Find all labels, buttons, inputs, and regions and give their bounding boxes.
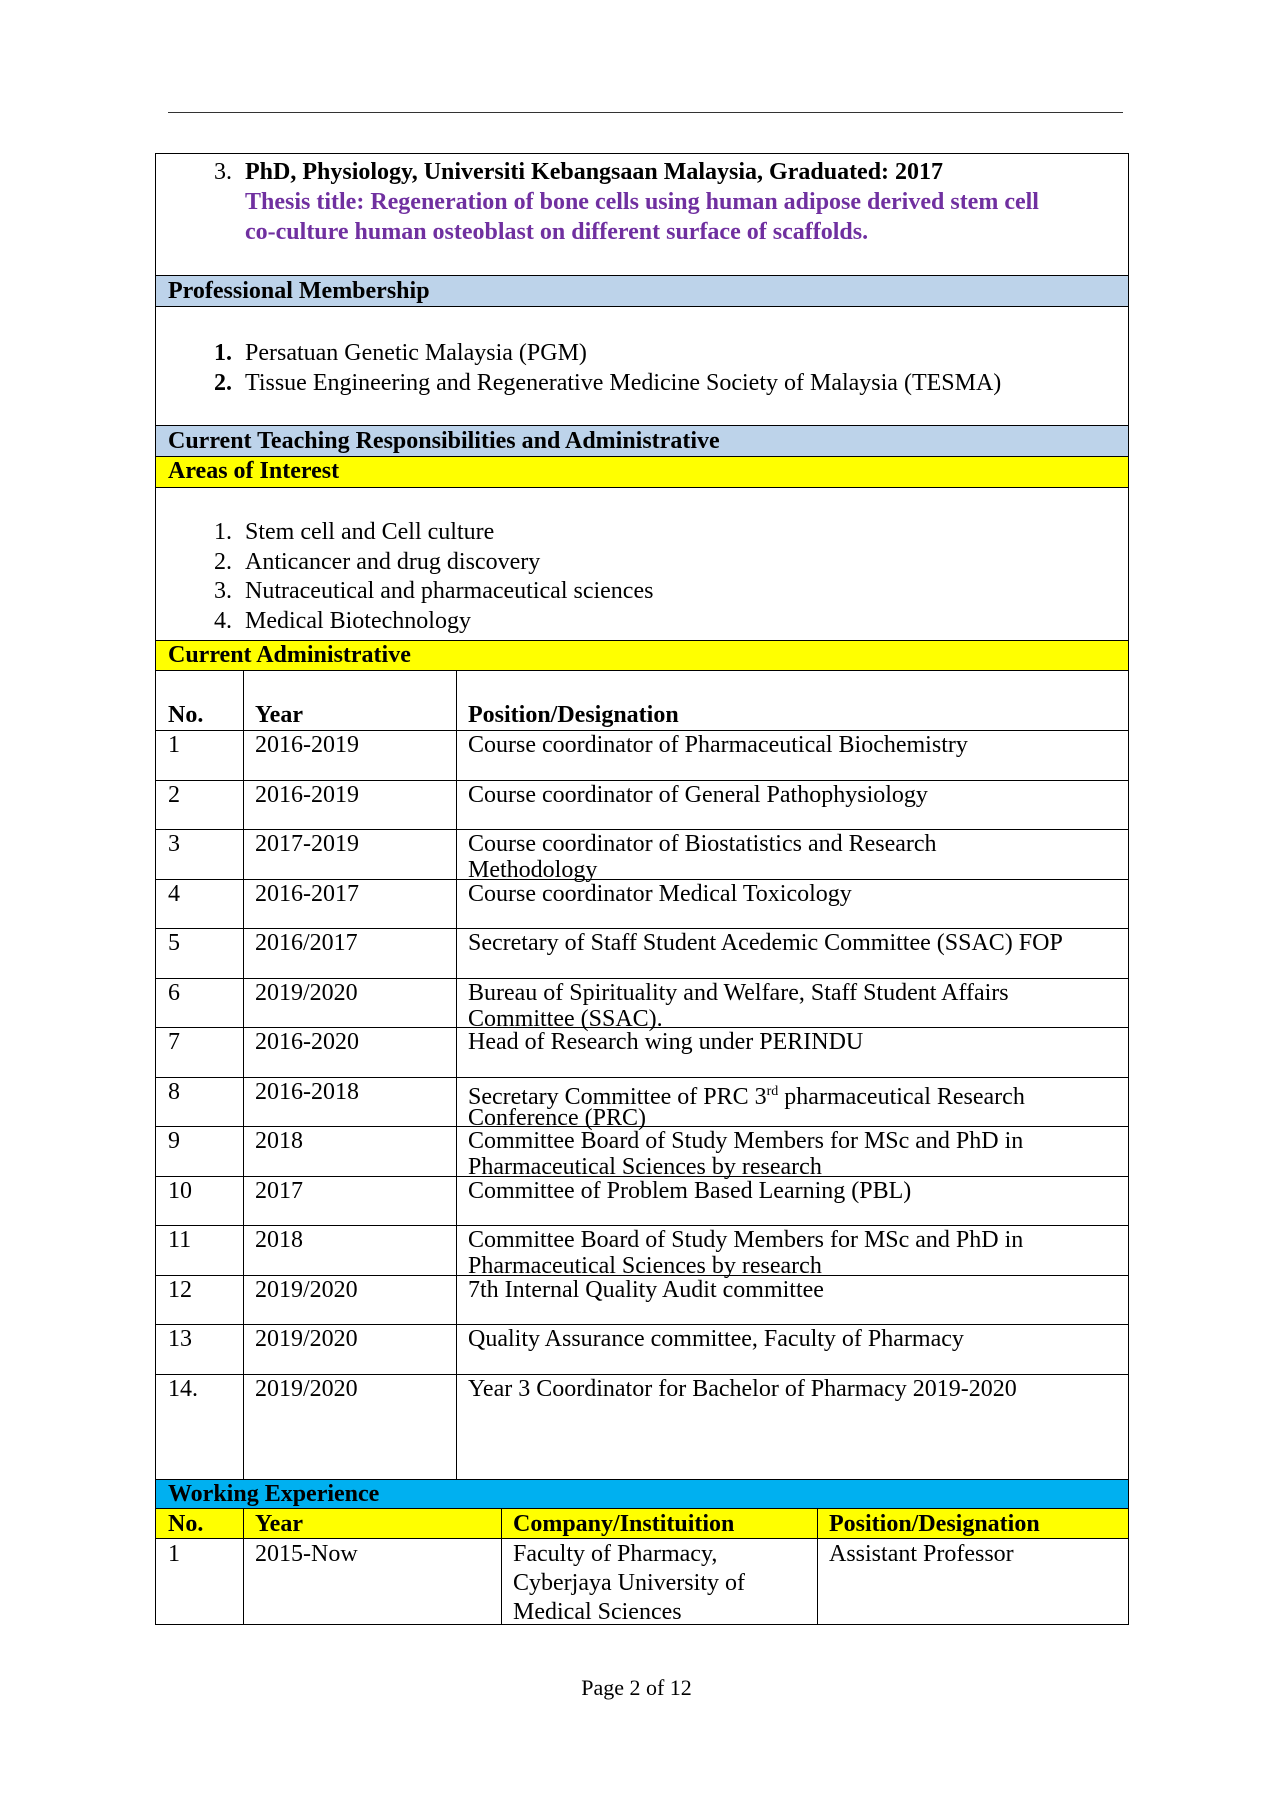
header-no: No. [168, 1511, 204, 1537]
cell-year: 2016-2019 [255, 781, 359, 808]
cell-position: Conference (PRC) [468, 1104, 646, 1131]
cell-no: 4 [168, 880, 180, 907]
list-number: 1. [214, 340, 232, 366]
cell-position: Course coordinator of Pharmaceutical Biochemistry [468, 732, 968, 758]
column-divider [243, 1539, 244, 1624]
cell-year: 2017-2019 [255, 831, 359, 857]
column-divider [501, 1509, 502, 1539]
section-heading-admin [156, 641, 1128, 671]
cell-year: 2017 [255, 1177, 303, 1204]
cell-no: 5 [168, 930, 180, 956]
list-text: Medical Biotechnology [245, 608, 471, 634]
table-row [156, 879, 1128, 929]
education-row [156, 154, 1128, 276]
table-row [156, 1324, 1128, 1374]
thesis-line-1: Thesis title: Regeneration of bone cells using human adipose derived stem cell [245, 189, 1039, 215]
list-number: 3. [214, 578, 232, 604]
list-item [214, 548, 541, 576]
work-header-row [156, 1509, 1128, 1539]
cell-year: 2015-Now [255, 1541, 358, 1567]
heading-text: Areas of Interest [168, 458, 340, 484]
header-year: Year [255, 1511, 303, 1537]
cell-position: Methodology [468, 857, 598, 883]
cell-position: Assistant Professor [829, 1541, 1014, 1567]
cell-year: 2016-2020 [255, 1029, 359, 1055]
section-heading-interest [156, 457, 1128, 488]
table-row [156, 928, 1128, 978]
list-number: 2. [214, 370, 232, 396]
thesis-line-2: co-culture human osteoblast on different surface of scaffolds. [245, 219, 869, 245]
cell-year: 2018 [255, 1227, 303, 1253]
cell-no: 14. [168, 1375, 198, 1402]
cell-year: 2016/2017 [255, 930, 358, 956]
cell-position: Course coordinator of Biostatistics and Research [468, 831, 937, 857]
list-number: 4. [214, 608, 232, 634]
list-item [214, 607, 471, 635]
work-row [156, 1539, 1128, 1624]
list-text: Tissue Engineering and Regenerative Medicine Society of Malaysia (TESMA) [245, 370, 1002, 396]
cell-position: Committee (SSAC). [468, 1005, 663, 1032]
admin-table [156, 671, 1128, 1479]
cell-company: Faculty of Pharmacy, [513, 1541, 718, 1567]
cell-position: Quality Assurance committee, Faculty of Pharmacy [468, 1326, 964, 1352]
header-company: Company/Instituition [513, 1511, 735, 1537]
education-item [214, 158, 944, 186]
cell-year: 2019/2020 [255, 1375, 358, 1402]
cell-no: 8 [168, 1078, 180, 1105]
table-row [156, 978, 1128, 1032]
cell-no: 1 [168, 732, 180, 758]
cell-year: 2018 [255, 1128, 303, 1154]
cell-no: 9 [168, 1128, 180, 1154]
list-number: 1. [214, 519, 232, 545]
cell-position: Pharmaceutical Sciences by research [468, 1253, 822, 1279]
list-text: Nutraceutical and pharmaceutical sciences [245, 578, 654, 604]
column-divider [817, 1509, 818, 1539]
cell-position: Pharmaceutical Sciences by research [468, 1154, 822, 1180]
column-divider [817, 1539, 818, 1624]
list-item [214, 577, 654, 605]
cell-position: Committee Board of Study Members for MSc and PhD in [468, 1128, 1024, 1154]
header-rule [168, 112, 1123, 113]
position-text: pharmaceutical Research [778, 1083, 1025, 1110]
cell-no: 3 [168, 831, 180, 857]
table-row [156, 829, 1128, 883]
membership-list [156, 307, 1128, 426]
table-row [156, 1027, 1128, 1077]
table-row [156, 1126, 1128, 1180]
section-heading-teaching [156, 426, 1128, 457]
cell-year: 2019/2020 [255, 1326, 358, 1352]
header-year: Year [255, 702, 303, 728]
heading-text: Working Experience [168, 1481, 380, 1507]
cell-position: Committee of Problem Based Learning (PBL) [468, 1177, 912, 1204]
list-item [214, 518, 495, 546]
list-text: Anticancer and drug discovery [245, 549, 541, 575]
cell-year: 2019/2020 [255, 1276, 358, 1303]
cell-position: Year 3 Coordinator for Bachelor of Pharmacy 2019-2020 [468, 1375, 1017, 1402]
cell-no: 11 [168, 1227, 192, 1253]
cell-year: 2016-2019 [255, 732, 359, 758]
column-divider [243, 1509, 244, 1539]
ordinal-suffix: rd [766, 1083, 779, 1099]
cell-no: 1 [168, 1541, 180, 1567]
cell-company: Cyberjaya University of [513, 1570, 745, 1596]
cell-year: 2016-2017 [255, 880, 359, 907]
header-position: Position/Designation [829, 1511, 1040, 1537]
cell-position: Course coordinator of General Pathophysiology [468, 781, 928, 808]
cell-position: 7th Internal Quality Audit committee [468, 1276, 824, 1303]
list-item [214, 339, 587, 367]
cell-position: Head of Research wing under PERINDU [468, 1029, 864, 1055]
page-footer: Page 2 of 12 [581, 1675, 692, 1700]
table-row [156, 1225, 1128, 1279]
cell-position: Committee Board of Study Members for MSc and PhD in [468, 1227, 1024, 1253]
cell-no: 2 [168, 781, 180, 808]
cell-no: 13 [168, 1326, 192, 1352]
list-text: Stem cell and Cell culture [245, 519, 495, 545]
cell-position: Course coordinator Medical Toxicology [468, 880, 852, 907]
table-row [156, 1176, 1128, 1226]
section-heading-work [156, 1479, 1128, 1509]
list-number: 2. [214, 549, 232, 575]
interest-list [156, 488, 1128, 641]
cell-position: Secretary of Staff Student Acedemic Committee (SSAC) FOP [468, 930, 1063, 956]
cell-no: 7 [168, 1029, 180, 1055]
table-row [156, 780, 1128, 830]
header-position: Position/Designation [468, 702, 679, 728]
cell-year: 2016-2018 [255, 1078, 359, 1105]
cv-table [155, 153, 1129, 1625]
heading-text: Current Administrative [168, 642, 411, 668]
list-number: 3. [214, 159, 232, 185]
table-row [156, 730, 1128, 780]
list-item [214, 369, 1002, 397]
table-row [156, 1374, 1128, 1424]
cell-no: 10 [168, 1177, 192, 1204]
header-no: No. [168, 702, 204, 728]
heading-text: Current Teaching Responsibilities and Administrative [168, 428, 720, 454]
table-row [156, 1077, 1128, 1131]
cell-no: 12 [168, 1276, 192, 1303]
cell-no: 6 [168, 979, 180, 1006]
column-divider [501, 1539, 502, 1624]
table-row [156, 1275, 1128, 1325]
heading-text: Professional Membership [168, 278, 430, 304]
cell-year: 2019/2020 [255, 979, 358, 1006]
section-heading-membership [156, 276, 1128, 307]
cell-position: Bureau of Spirituality and Welfare, Staff Student Affairs [468, 979, 1009, 1006]
list-text: Persatuan Genetic Malaysia (PGM) [245, 340, 587, 366]
position-text: Secretary Committee of PRC 3 [468, 1083, 767, 1110]
cell-company: Medical Sciences [513, 1599, 682, 1625]
degree-text: PhD, Physiology, Universiti Kebangsaan Malaysia, Graduated: 2017 [245, 159, 944, 185]
